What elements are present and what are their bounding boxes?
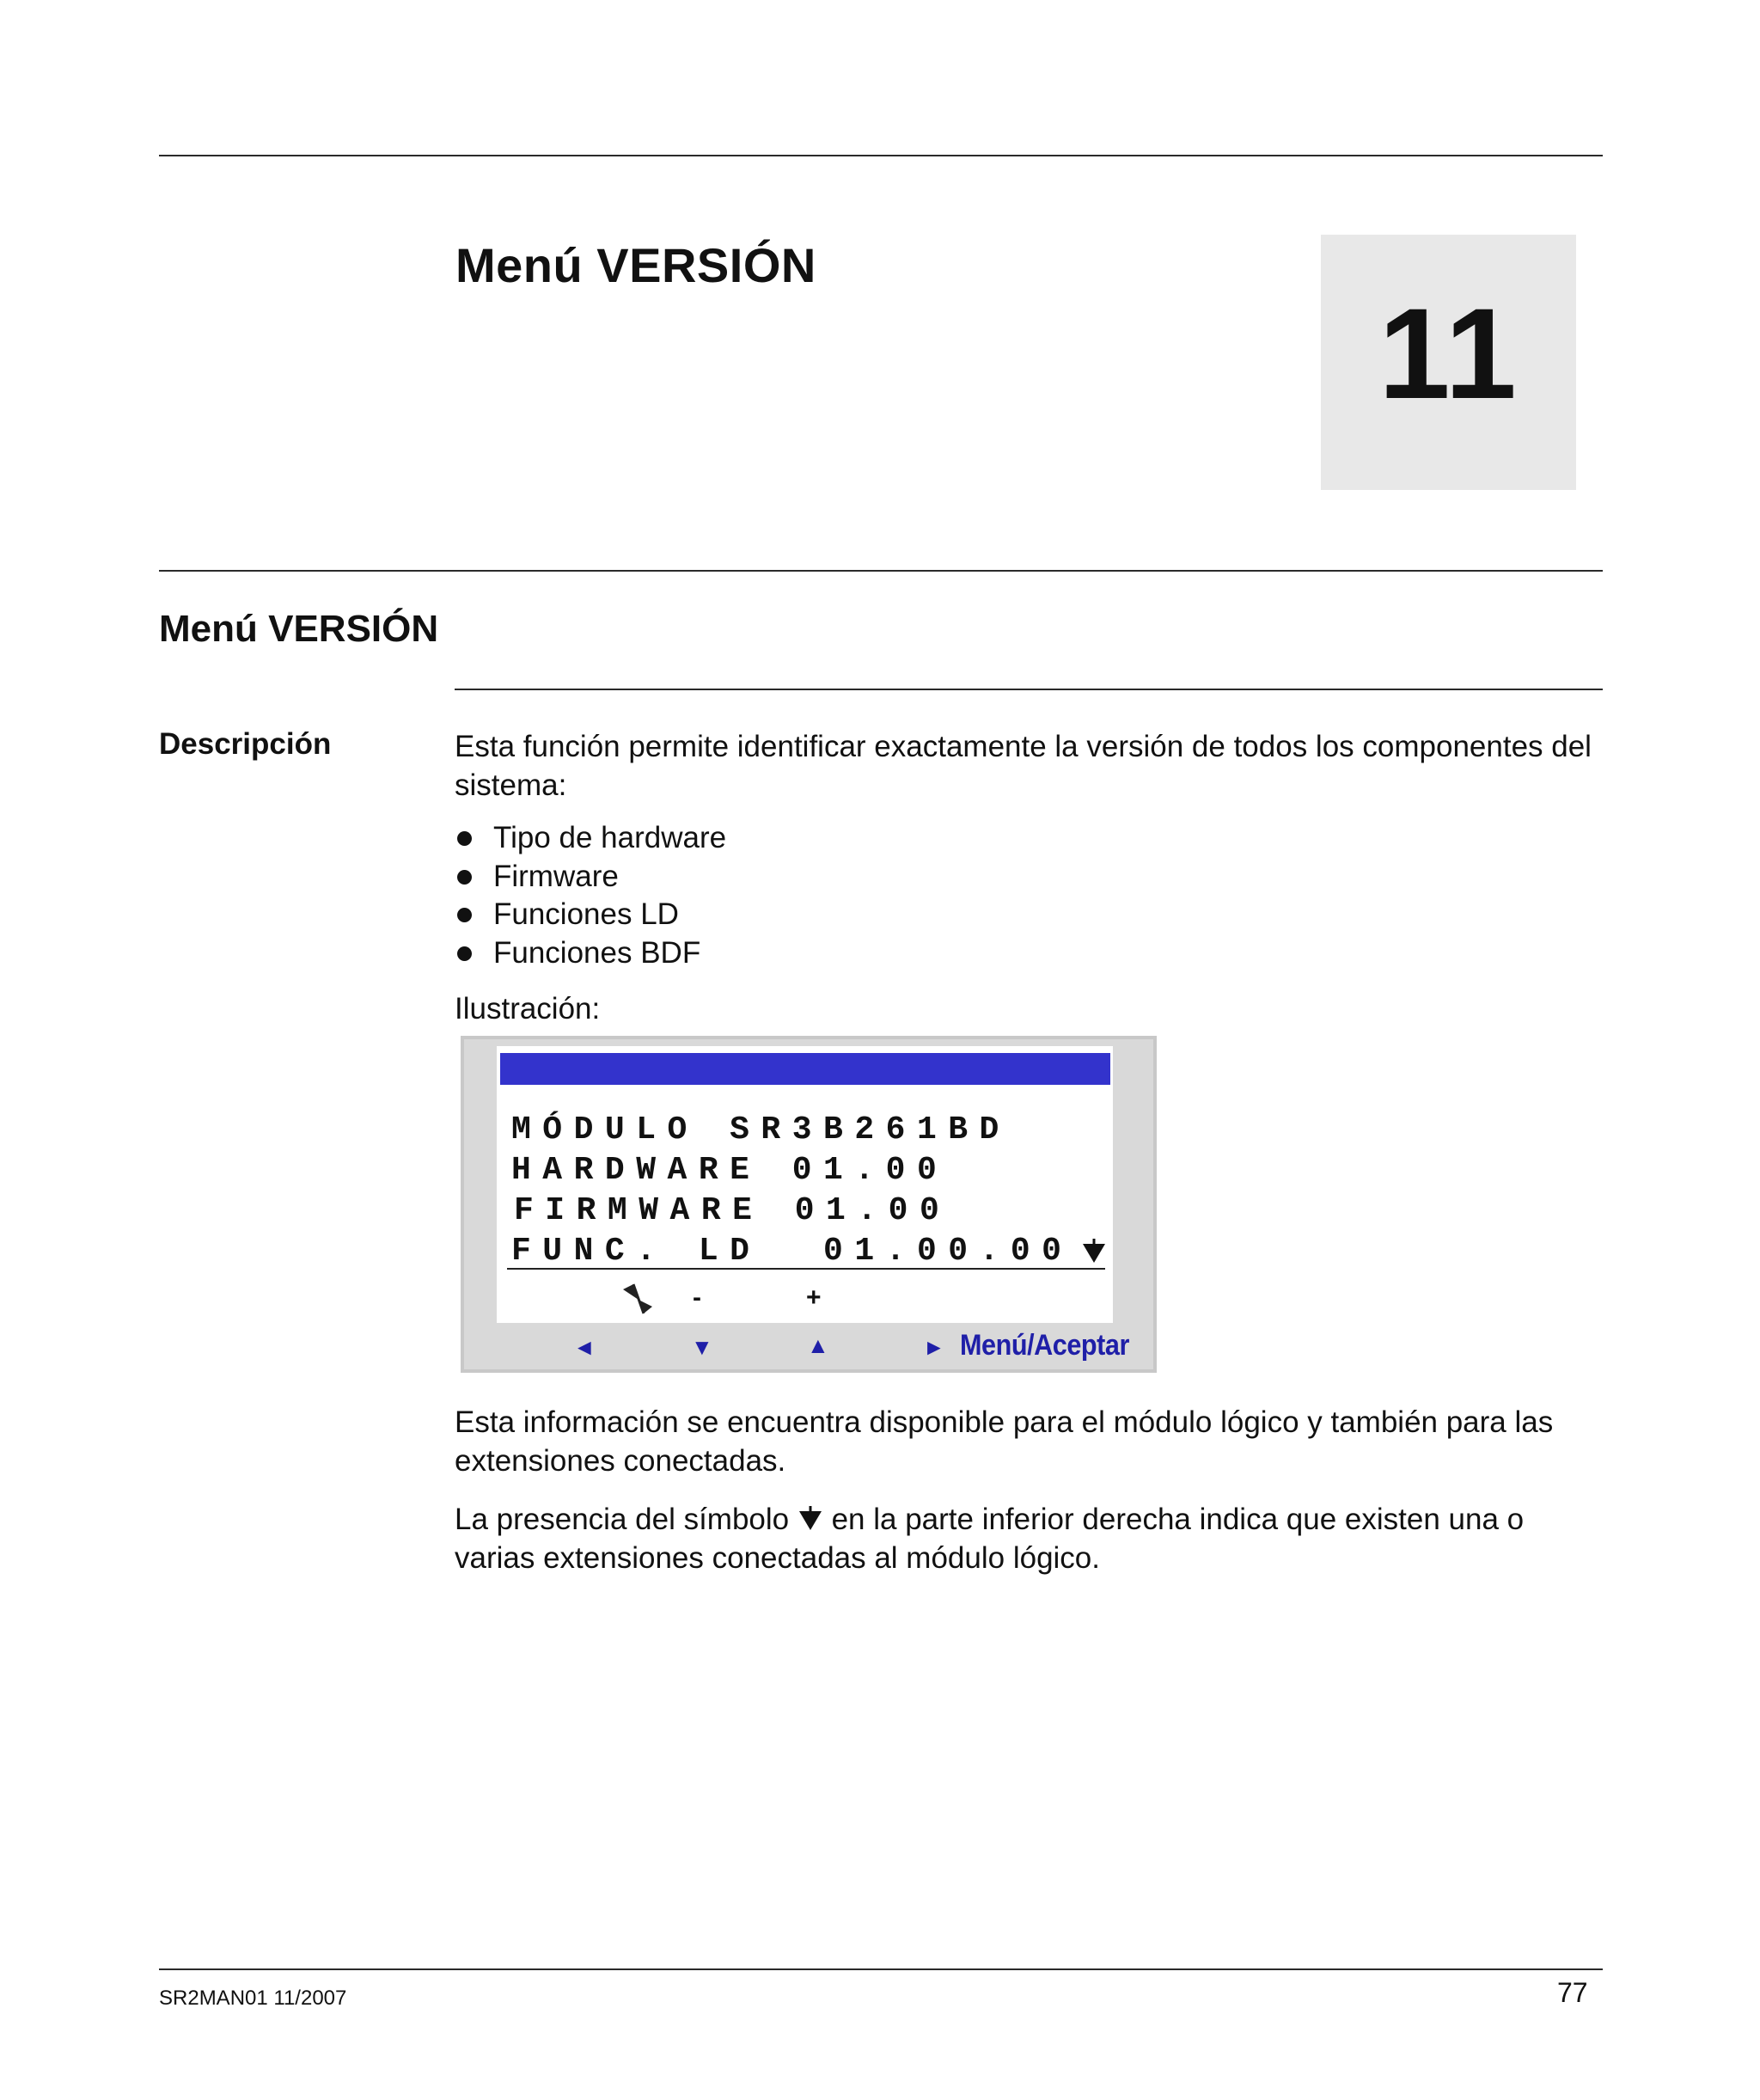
paragraph-text-end: en la parte inferior derecha indica que existen una o varias extensiones conectadas al módulo lógico. xyxy=(455,1503,1525,1575)
menu-accept-label: Menú/Aceptar xyxy=(960,1329,1129,1362)
lcd-header-bar xyxy=(500,1053,1110,1085)
nav-up-icon: ▲ xyxy=(807,1332,829,1358)
extension-symbol-paragraph xyxy=(455,1500,1598,1577)
footer-rule xyxy=(159,1968,1603,1970)
down-arrow-icon xyxy=(1081,1239,1107,1264)
chapter-title: Menú VERSIÓN xyxy=(455,238,816,292)
paragraph-text-start: La presencia del símbolo xyxy=(455,1503,798,1536)
lcd-line-firmware: FIRMWARE 01.00 xyxy=(514,1192,951,1229)
list-item: Funciones LD xyxy=(455,896,726,934)
nav-right-icon: ► xyxy=(923,1334,945,1360)
lcd-separator xyxy=(507,1268,1105,1270)
plus-symbol: + xyxy=(806,1283,822,1312)
down-arrow-icon xyxy=(798,1506,823,1532)
section-title: Menú VERSIÓN xyxy=(159,608,439,650)
top-rule xyxy=(159,155,1603,156)
contrast-icon xyxy=(620,1281,656,1317)
page-number: 77 xyxy=(1557,1977,1588,2008)
description-label: Descripción xyxy=(159,727,332,761)
component-list xyxy=(455,819,726,972)
lcd-line-module: MÓDULO SR3B261BD xyxy=(511,1111,1011,1148)
lcd-illustration xyxy=(461,1036,1157,1373)
lcd-line-hardware: HARDWARE 01.00 xyxy=(511,1152,949,1189)
list-item: Firmware xyxy=(455,858,726,897)
minus-symbol: - xyxy=(693,1283,701,1312)
nav-down-icon: ▼ xyxy=(691,1334,713,1360)
description-intro: Esta función permite identificar exactamente la versión de todos los componentes del sistema: xyxy=(455,730,1592,802)
subsection-rule xyxy=(455,689,1603,690)
list-item: Tipo de hardware xyxy=(455,819,726,858)
illustration-label: Ilustración: xyxy=(455,992,601,1026)
chapter-number: 11 xyxy=(1378,281,1519,426)
footer-doc-id: SR2MAN01 11/2007 xyxy=(159,1987,347,2010)
list-item: Funciones BDF xyxy=(455,934,726,973)
lcd-screen xyxy=(497,1046,1113,1323)
nav-left-icon: ◄ xyxy=(573,1334,596,1360)
availability-paragraph: Esta información se encuentra disponible para el módulo lógico y también para las extensiones conectadas. xyxy=(455,1405,1554,1478)
chapter-number-box xyxy=(1321,235,1576,490)
section-rule xyxy=(159,570,1603,572)
lcd-line-func-ld: FUNC. LD 01.00.00 xyxy=(511,1233,1073,1270)
